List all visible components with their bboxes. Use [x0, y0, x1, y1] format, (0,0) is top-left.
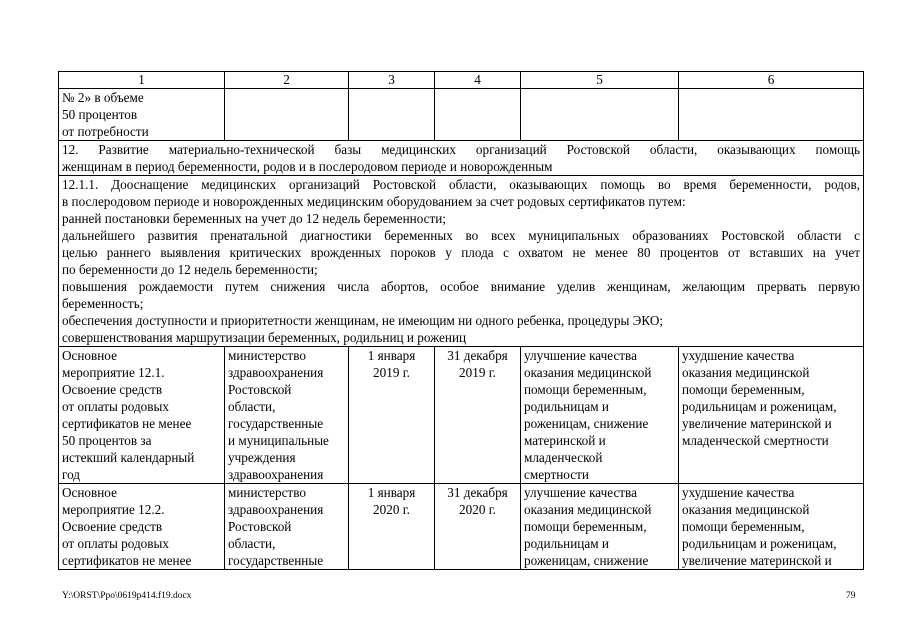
page-number: 79 — [846, 591, 856, 601]
consequences-cell — [679, 484, 864, 570]
text-line: увеличение материнской и — [682, 416, 832, 431]
text-line: улучшение качества — [524, 348, 637, 363]
start-date-cell — [349, 347, 435, 484]
footer-file-path: Y:\ORST\Ppo\0619p414.f19.docx — [62, 591, 192, 601]
text-line: здравоохранения — [228, 467, 324, 482]
table-row-measure-12-1 — [59, 347, 864, 484]
text-line: 2020 г. — [459, 502, 496, 517]
text-line: роженицам, снижение — [524, 416, 649, 431]
table-row-measure-12-2 — [59, 484, 864, 570]
text-line: помощи беременным, — [524, 382, 647, 397]
text-line: учреждения — [228, 450, 296, 465]
text-line: родильницам и — [524, 536, 609, 551]
text-line: 12. Развитие материально-технической базы медицинских организаций Ростовской области, оказывающих помощь — [62, 142, 860, 157]
text-line: 12.1.1. Дооснащение медицинских организаций Ростовской области, оказывающих помощь во время беременности, родов, — [62, 177, 860, 192]
text-line: 2019 г. — [459, 365, 496, 380]
text-line: роженицам, снижение — [524, 553, 649, 568]
text-line: помощи беременным, — [682, 519, 805, 534]
text-line: увеличение материнской и — [682, 553, 832, 568]
executor-cell — [225, 347, 349, 484]
table-header-row — [59, 72, 864, 89]
column-number-6: 6 — [679, 72, 864, 89]
text-line: здравоохранения — [228, 502, 324, 517]
text-line: в послеродовом периоде и новорожденных медицинским оборудованием за счет родовых сертификатов путем: — [62, 194, 686, 209]
text-line: ухудшение качества — [682, 348, 795, 363]
text-line: 31 декабря — [447, 348, 508, 363]
empty-cell — [521, 89, 679, 141]
text-line: улучшение качества — [524, 485, 637, 500]
text-line: родильницам и роженицам, — [682, 536, 837, 551]
measure-name-cell — [59, 347, 225, 484]
text-line: мероприятие 12.1. — [62, 365, 165, 380]
text-line: целью раннего выявления критических врожденных пороков у плода с охватом не менее 80 процентов от вставших на учет — [62, 245, 860, 260]
empty-cell — [349, 89, 435, 141]
text-line: мероприятие 12.2. — [62, 502, 165, 517]
expected-result-cell — [521, 347, 679, 484]
section-heading — [59, 141, 864, 176]
text-line: от оплаты родовых — [62, 536, 169, 551]
text-line: обеспечения доступности и приоритетности женщинам, не имеющим ни одного ребенка, процедуры ЭКО; — [62, 313, 664, 328]
text-line: женщинам в период беременности, родов и в послеродовом периоде и новорожденным — [62, 159, 553, 174]
task-row — [59, 176, 864, 347]
program-table — [58, 71, 864, 570]
column-number-1: 1 — [59, 72, 225, 89]
text-line: Ростовской — [228, 519, 292, 534]
consequences-cell — [679, 347, 864, 484]
text-line: родильницам и роженицам, — [682, 399, 837, 414]
text-line: 31 декабря — [447, 485, 508, 500]
empty-cell — [225, 89, 349, 141]
text-line: дальнейшего развития пренатальной диагностики беременных во всех муниципальных образованиях Ростовской области с — [62, 228, 860, 243]
start-date-cell — [349, 484, 435, 570]
expected-result-cell — [521, 484, 679, 570]
column-number-5: 5 — [521, 72, 679, 89]
text-line: 2019 г. — [373, 365, 410, 380]
table-row-continuation — [59, 89, 864, 141]
text-line: помощи беременным, — [682, 382, 805, 397]
empty-cell — [679, 89, 864, 141]
text-line: министерство — [228, 348, 306, 363]
text-line: Освоение средств — [62, 382, 163, 397]
cell-continuation-text — [59, 89, 225, 141]
text-line: 2020 г. — [373, 502, 410, 517]
text-line: 1 января — [367, 485, 416, 500]
text-line: здравоохранения — [228, 365, 324, 380]
text-line: министерство — [228, 485, 306, 500]
text-line: области, — [228, 536, 276, 551]
text-line: и муниципальные — [228, 433, 329, 448]
text-line: сертификатов не менее — [62, 416, 192, 431]
column-number-2: 2 — [225, 72, 349, 89]
section-heading-row — [59, 141, 864, 176]
text-line: по беременности до 12 недель беременности; — [62, 262, 318, 277]
text-line: оказания медицинской — [524, 502, 652, 517]
text-line: младенческой — [524, 450, 603, 465]
text-line: беременность; — [62, 296, 144, 311]
text-line: 50 процентов за — [62, 433, 152, 448]
text-line: ранней постановки беременных на учет до 12 недель беременности; — [62, 211, 446, 226]
text-line: смертности — [524, 467, 589, 482]
text-line: 50 процентов — [62, 107, 138, 122]
end-date-cell — [435, 484, 521, 570]
task-description — [59, 176, 864, 347]
text-line: оказания медицинской — [682, 365, 810, 380]
text-line: от потребности — [62, 124, 149, 139]
text-line: государственные — [228, 416, 324, 431]
text-line: младенческой смертности — [682, 433, 829, 448]
text-line: от оплаты родовых — [62, 399, 169, 414]
text-line: помощи беременным, — [524, 519, 647, 534]
text-line: повышения рождаемости путем снижения числа абортов, особое внимание уделив женщинам, желающим прервать первую — [62, 279, 860, 294]
column-number-3: 3 — [349, 72, 435, 89]
text-line: родильницам и — [524, 399, 609, 414]
text-line: государственные — [228, 553, 324, 568]
text-line: оказания медицинской — [524, 365, 652, 380]
text-line: № 2» в объеме — [62, 90, 144, 105]
text-line: Основное — [62, 348, 117, 363]
text-line: области, — [228, 399, 276, 414]
text-line: материнской и — [524, 433, 606, 448]
text-line: оказания медицинской — [682, 502, 810, 517]
end-date-cell — [435, 347, 521, 484]
text-line: Основное — [62, 485, 117, 500]
text-line: истекший календарный — [62, 450, 195, 465]
text-line: сертификатов не менее — [62, 553, 192, 568]
text-line: ухудшение качества — [682, 485, 795, 500]
text-line: 1 января — [367, 348, 416, 363]
text-line: год — [62, 467, 81, 482]
text-line: совершенствования маршрутизации беременных, родильниц и рожениц — [62, 330, 467, 345]
empty-cell — [435, 89, 521, 141]
executor-cell — [225, 484, 349, 570]
measure-name-cell — [59, 484, 225, 570]
text-line: Ростовской — [228, 382, 292, 397]
column-number-4: 4 — [435, 72, 521, 89]
text-line: Освоение средств — [62, 519, 163, 534]
